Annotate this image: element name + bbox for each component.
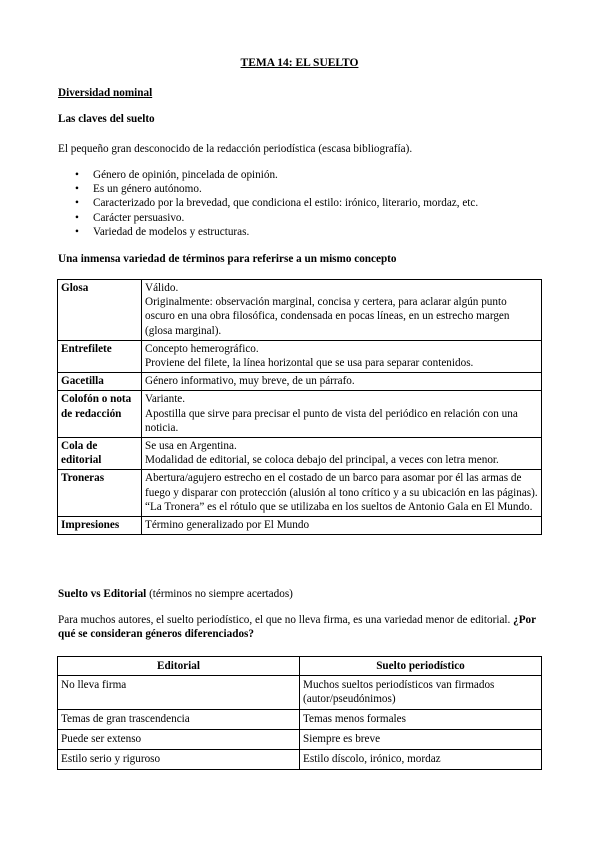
table-cell: Muchos sueltos periodísticos van firmados (autor/pseudónimos) (300, 676, 542, 709)
heading-diversidad-nominal: Diversidad nominal (58, 87, 153, 99)
definition-cell (142, 340, 542, 372)
bullet-list (58, 168, 478, 239)
definition-cell (142, 470, 542, 517)
definition-line: Género informativo, muy breve, de un párrafo. (145, 375, 355, 388)
definition-line: Válido. (145, 282, 179, 294)
term-cell: Colofón o nota de redacción (58, 391, 142, 438)
paragraph-question: ¿Por qué se consideran géneros diferenciados? (58, 614, 536, 641)
bullet-item: • Carácter persuasivo. (58, 211, 478, 225)
table-row (58, 729, 542, 749)
document-title: TEMA 14: EL SUELTO (240, 57, 359, 69)
definition-cell (142, 280, 542, 341)
table-row (58, 709, 542, 729)
table-cell: Temas de gran trascendencia (58, 709, 300, 729)
term-cell: Troneras (58, 470, 142, 517)
definition-line: Originalmente: observación marginal, concisa y certera, para aclarar algún punto oscuro en una obra filosófica, condensada en pocas líneas, en un estrecho margen (glosa marginal). (145, 296, 510, 337)
table-row (58, 517, 542, 535)
table-row (58, 373, 542, 391)
table-header-row (58, 657, 542, 676)
heading-note: (términos no siempre acertados) (146, 588, 293, 600)
definition-line: Concepto hemerográfico. (145, 342, 259, 355)
column-header-editorial: Editorial (58, 657, 300, 676)
term-cell: Cola de editorial (58, 438, 142, 470)
definition-cell (142, 438, 542, 470)
column-header-suelto: Suelto periodístico (300, 657, 542, 676)
terms-table (57, 279, 542, 535)
table-cell: Siempre es breve (300, 729, 542, 749)
definition-line: Apostilla que sirve para precisar el punto de vista del periódico en relación con una noticia. (145, 407, 518, 434)
paragraph-text: Para muchos autores, el suelto periodístico, el que no lleva firma, es una variedad menor de editorial. (58, 614, 514, 626)
definition-cell (142, 391, 542, 438)
term-cell: Impresiones (58, 517, 142, 535)
term-cell: Entrefilete (58, 340, 142, 372)
heading-bold-part: Suelto vs Editorial (58, 588, 147, 600)
bullet-item: • Es un género autónomo. (58, 182, 478, 196)
table-row (58, 438, 542, 470)
table-row (58, 470, 542, 517)
definition-line: Término generalizado por El Mundo (145, 519, 310, 532)
term-cell: Glosa (58, 280, 142, 341)
table-cell: Estilo díscolo, irónico, mordaz (300, 749, 542, 769)
table-row (58, 340, 542, 372)
table-row (58, 749, 542, 769)
intro-paragraph: El pequeño gran desconocido de la redacción periodística (escasa bibliografía). (58, 143, 413, 155)
bullet-item: • Caracterizado por la brevedad, que condiciona el estilo: irónico, literario, mordaz, etc. (58, 196, 478, 210)
table-cell: Estilo serio y riguroso (58, 749, 300, 769)
comparison-paragraph (58, 613, 543, 641)
definition-line: “La Tronera” es el rótulo que se utilizaba en los sueltos de Antonio Gala en El Mundo. (145, 500, 533, 513)
heading-variedad-terminos: Una inmensa variedad de términos para referirse a un mismo concepto (58, 253, 397, 265)
table-cell: Puede ser extenso (58, 729, 300, 749)
term-cell: Gacetilla (58, 373, 142, 391)
bullet-item: • Género de opinión, pincelada de opinión. (58, 168, 478, 182)
definition-line: Modalidad de editorial, se coloca debajo del principal, a veces con letra menor. (145, 454, 499, 467)
table-cell: Temas menos formales (300, 709, 542, 729)
table-row (58, 391, 542, 438)
definition-line: Abertura/agujero estrecho en el costado de un barco para asomar por él las armas de fuego y disparar con protección (alusión al tono crítico y a su ubicación en las páginas). (145, 472, 538, 499)
definition-line: Proviene del filete, la línea horizontal que se usa para separar contenidos. (145, 357, 474, 370)
heading-claves-del-suelto: Las claves del suelto (58, 113, 155, 125)
table-cell: No lleva firma (58, 676, 300, 709)
table-row (58, 280, 542, 341)
heading-suelto-vs-editorial (58, 587, 293, 602)
definition-cell (142, 517, 542, 535)
definition-cell (142, 373, 542, 391)
definition-line: Se usa en Argentina. (145, 440, 237, 453)
bullet-item: • Variedad de modelos y estructuras. (58, 225, 478, 239)
comparison-table (57, 656, 542, 770)
table-row (58, 676, 542, 709)
definition-line: Variante. (145, 393, 186, 406)
